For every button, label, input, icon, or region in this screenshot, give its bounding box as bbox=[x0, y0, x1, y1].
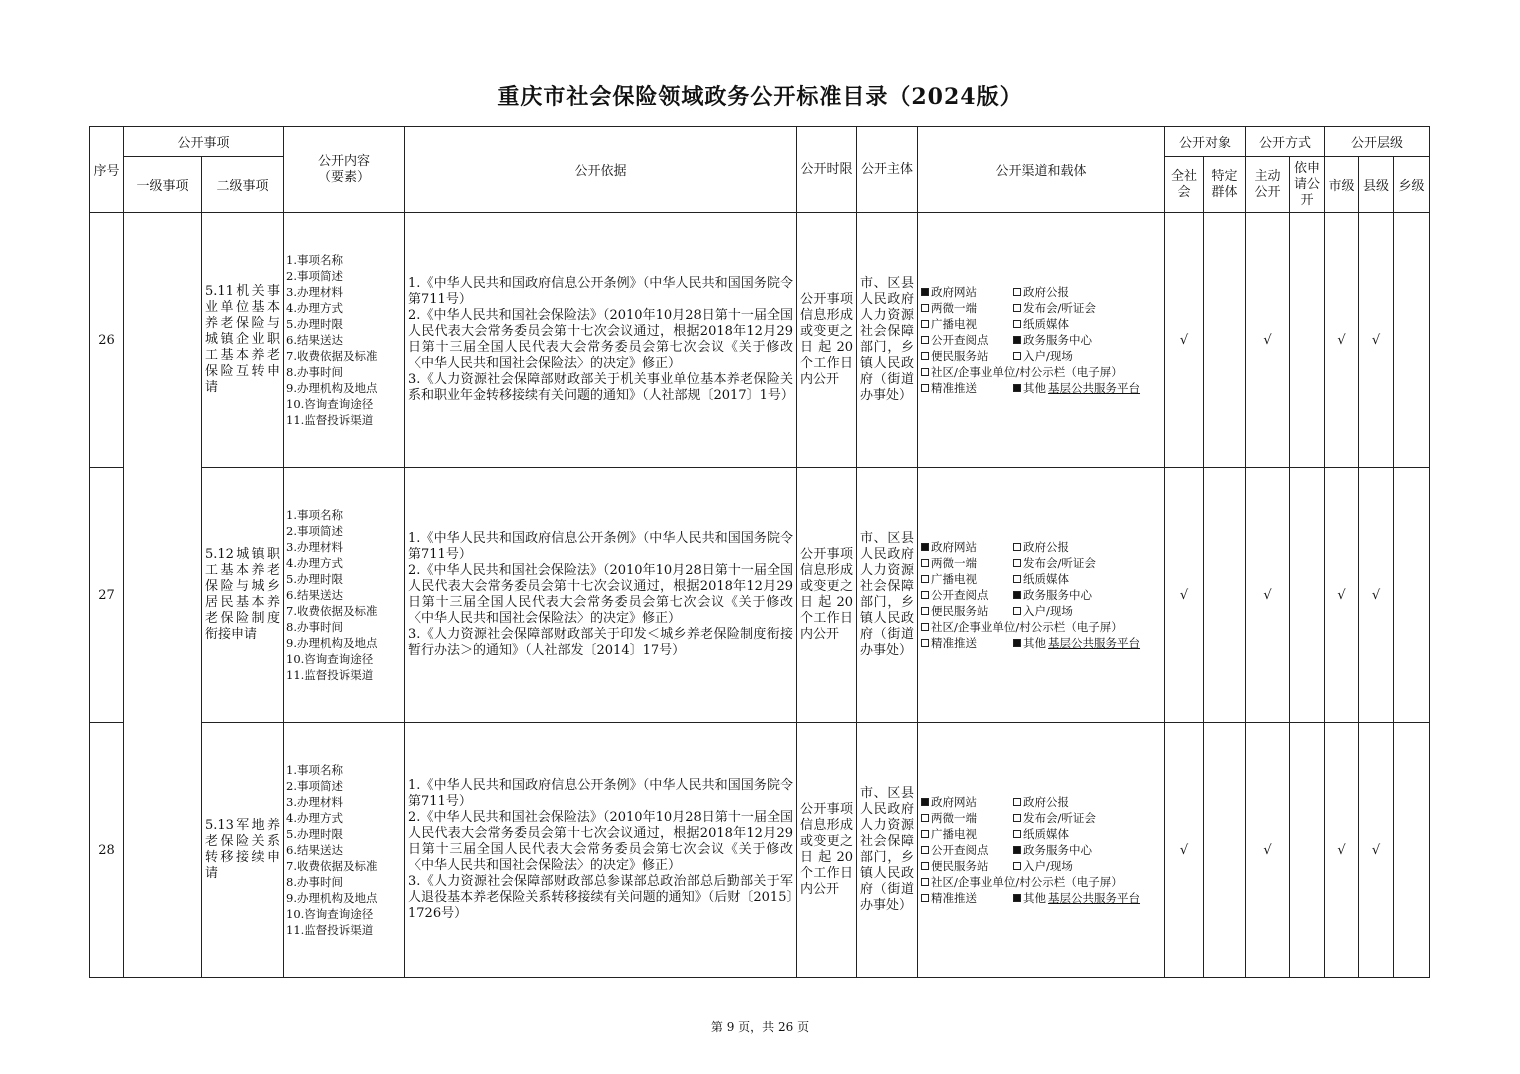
channel-label: 广播电视 bbox=[931, 827, 978, 841]
checked-box-icon bbox=[1013, 846, 1021, 854]
channel-label: 公开查阅点 bbox=[931, 588, 989, 602]
header-target-specific: 特定群体 bbox=[1204, 157, 1246, 213]
unchecked-box-icon bbox=[921, 320, 929, 328]
element-item: 4.办理方式 bbox=[286, 811, 343, 825]
header-level-group: 公开层级 bbox=[1325, 127, 1430, 157]
basis-line: 2.《中华人民共和国社会保险法》（2010年10月28日第十一届全国人民代表大会常务委员会第十七次会议通过，根据2018年12月29日第十三届全国人民代表大会常务委员会第七次会议《关于修改〈中华人民共和国社会保险法〉的决定》修正） bbox=[408, 810, 794, 873]
channel-label: 政务服务中心 bbox=[1023, 333, 1093, 347]
header-level-city: 市级 bbox=[1325, 157, 1359, 213]
channel-label: 政务服务中心 bbox=[1023, 588, 1093, 602]
unchecked-box-icon bbox=[1013, 830, 1021, 838]
check-target-specific bbox=[1204, 213, 1246, 468]
row-time-limit: 公开事项信息形成或变更之日起20个工作日内公开 bbox=[797, 723, 857, 978]
unchecked-box-icon bbox=[921, 304, 929, 312]
unchecked-box-icon bbox=[921, 559, 929, 567]
checked-box-icon bbox=[1013, 639, 1021, 647]
row-subject: 市、区县人民政府人力资源社会保障部门，乡镇人民政府（街道办事处） bbox=[857, 468, 918, 723]
channel-label: 广播电视 bbox=[931, 317, 978, 331]
channel-other-text: 基层公共服务平台 bbox=[1048, 891, 1141, 905]
channel-label: 两微一端 bbox=[931, 301, 978, 315]
channel-line bbox=[921, 332, 1164, 348]
channel-option bbox=[921, 810, 1003, 826]
channel-line bbox=[921, 842, 1164, 858]
header-basis: 公开依据 bbox=[405, 127, 797, 213]
unchecked-box-icon bbox=[921, 894, 929, 902]
header-subject: 公开主体 bbox=[857, 127, 918, 213]
element-item: 10.咨询查询途径 bbox=[286, 652, 374, 666]
element-list bbox=[284, 762, 404, 938]
channel-line bbox=[921, 555, 1164, 571]
channel-option bbox=[921, 555, 1003, 571]
basis-line: 2.《中华人民共和国社会保险法》（2010年10月28日第十一届全国人民代表大会常务委员会第十七次会议通过，根据2018年12月29日第十三届全国人民代表大会常务委员会第七次会议《关于修改〈中华人民共和国社会保险法〉的决定》修正） bbox=[408, 563, 794, 626]
unchecked-box-icon bbox=[921, 878, 929, 886]
row-subject: 市、区县人民政府人力资源社会保障部门，乡镇人民政府（街道办事处） bbox=[857, 213, 918, 468]
unchecked-box-icon bbox=[1013, 320, 1021, 328]
element-item: 5.办理时限 bbox=[286, 827, 343, 841]
basis-line: 1.《中华人民共和国政府信息公开条例》（中华人民共和国国务院令第711号） bbox=[408, 276, 794, 307]
unchecked-box-icon bbox=[921, 368, 929, 376]
row-basis bbox=[405, 723, 797, 978]
check-method-apply bbox=[1290, 213, 1325, 468]
check-level-town bbox=[1394, 468, 1430, 723]
element-item: 3.办理材料 bbox=[286, 540, 343, 554]
check-target-all: √ bbox=[1165, 468, 1204, 723]
element-item: 10.咨询查询途径 bbox=[286, 397, 374, 411]
channel-label: 入户/现场 bbox=[1023, 604, 1073, 618]
checked-box-icon bbox=[1013, 336, 1021, 344]
header-time-limit: 公开时限 bbox=[797, 127, 857, 213]
channel-line bbox=[921, 348, 1164, 364]
check-method-active: √ bbox=[1246, 213, 1290, 468]
channel-option bbox=[1013, 858, 1073, 874]
row-elements bbox=[284, 213, 405, 468]
unchecked-box-icon bbox=[921, 336, 929, 344]
element-item: 11.监督投诉渠道 bbox=[286, 923, 374, 937]
channel-option bbox=[1013, 539, 1069, 555]
check-target-specific bbox=[1204, 723, 1246, 978]
element-item: 5.办理时限 bbox=[286, 572, 343, 586]
channel-option bbox=[921, 316, 1003, 332]
channel-option bbox=[1013, 810, 1096, 826]
element-item: 7.收费依据及标准 bbox=[286, 859, 378, 873]
check-target-specific bbox=[1204, 468, 1246, 723]
header-target-all: 全社会 bbox=[1165, 157, 1204, 213]
channel-line bbox=[921, 890, 1164, 906]
element-item: 7.收费依据及标准 bbox=[286, 604, 378, 618]
channel-label: 精准推送 bbox=[931, 381, 978, 395]
checked-box-icon bbox=[1013, 894, 1021, 902]
channel-label: 政府公报 bbox=[1023, 540, 1070, 554]
channel-option bbox=[1013, 794, 1069, 810]
channel-option bbox=[921, 332, 1003, 348]
row-seq: 28 bbox=[90, 723, 124, 978]
channel-option bbox=[921, 571, 1003, 587]
channel-label: 社区/企事业单位/村公示栏（电子屏） bbox=[931, 365, 1123, 379]
header-method-active: 主动公开 bbox=[1246, 157, 1290, 213]
basis-line: 3.《人力资源社会保障部财政部关于机关事业单位基本养老保险关系和职业年金转移接续有关问题的通知》（人社部规〔2017〕1号） bbox=[408, 372, 794, 403]
unchecked-box-icon bbox=[921, 862, 929, 870]
check-target-all: √ bbox=[1165, 213, 1204, 468]
check-level-county: √ bbox=[1359, 213, 1394, 468]
unchecked-box-icon bbox=[1013, 798, 1021, 806]
element-item: 9.办理机构及地点 bbox=[286, 891, 378, 905]
unchecked-box-icon bbox=[921, 639, 929, 647]
unchecked-box-icon bbox=[1013, 862, 1021, 870]
channel-option bbox=[921, 635, 1003, 651]
unchecked-box-icon bbox=[921, 846, 929, 854]
channel-label: 政府网站 bbox=[931, 285, 978, 299]
element-item: 6.结果送达 bbox=[286, 588, 343, 602]
unchecked-box-icon bbox=[1013, 575, 1021, 583]
check-level-county: √ bbox=[1359, 723, 1394, 978]
element-item: 3.办理材料 bbox=[286, 795, 343, 809]
channel-label: 两微一端 bbox=[931, 556, 978, 570]
channel-line bbox=[921, 603, 1164, 619]
header-level2: 二级事项 bbox=[202, 157, 284, 213]
basis-line: 3.《人力资源社会保障部财政部关于印发＜城乡养老保险制度衔接暂行办法＞的通知》（人社部发〔2014〕17号） bbox=[408, 627, 794, 658]
channel-label: 其他 bbox=[1023, 891, 1047, 905]
channel-option bbox=[921, 826, 1003, 842]
row-channels bbox=[918, 468, 1165, 723]
element-item: 11.监督投诉渠道 bbox=[286, 413, 374, 427]
header-method-apply: 依申请公开 bbox=[1290, 157, 1325, 213]
channel-option bbox=[1013, 284, 1069, 300]
channel-label: 政府公报 bbox=[1023, 795, 1070, 809]
channel-other-text: 基层公共服务平台 bbox=[1048, 636, 1141, 650]
channel-line bbox=[921, 810, 1164, 826]
element-list bbox=[284, 252, 404, 428]
unchecked-box-icon bbox=[1013, 607, 1021, 615]
channel-option bbox=[921, 874, 1123, 890]
checked-box-icon bbox=[1013, 591, 1021, 599]
catalog-table bbox=[89, 126, 1430, 978]
channel-label: 社区/企事业单位/村公示栏（电子屏） bbox=[931, 875, 1123, 889]
channel-option bbox=[1013, 348, 1073, 364]
basis-line: 1.《中华人民共和国政府信息公开条例》（中华人民共和国国务院令第711号） bbox=[408, 531, 794, 562]
channel-option bbox=[921, 603, 1003, 619]
element-item: 3.办理材料 bbox=[286, 285, 343, 299]
header-channels: 公开渠道和载体 bbox=[918, 127, 1165, 213]
element-item: 1.事项名称 bbox=[286, 508, 343, 522]
channel-label: 政府网站 bbox=[931, 540, 978, 554]
element-item: 1.事项名称 bbox=[286, 253, 343, 267]
unchecked-box-icon bbox=[921, 575, 929, 583]
element-item: 8.办事时间 bbox=[286, 365, 343, 379]
channel-label: 政府网站 bbox=[931, 795, 978, 809]
unchecked-box-icon bbox=[921, 830, 929, 838]
channel-label: 便民服务站 bbox=[931, 349, 989, 363]
row-subject: 市、区县人民政府人力资源社会保障部门，乡镇人民政府（街道办事处） bbox=[857, 723, 918, 978]
channel-label: 精准推送 bbox=[931, 891, 978, 905]
channel-line bbox=[921, 364, 1164, 380]
element-item: 8.办事时间 bbox=[286, 875, 343, 889]
channel-option bbox=[1013, 635, 1140, 651]
channel-label: 政府公报 bbox=[1023, 285, 1070, 299]
check-method-active: √ bbox=[1246, 468, 1290, 723]
channel-option bbox=[921, 364, 1123, 380]
channel-other-text: 基层公共服务平台 bbox=[1048, 381, 1141, 395]
channel-line bbox=[921, 858, 1164, 874]
basis-line: 3.《人力资源社会保障部财政部总参谋部总政治部总后勤部关于军人退役基本养老保险关系转移接续有关问题的通知》（后财〔2015〕1726号） bbox=[408, 874, 794, 921]
channel-option bbox=[921, 284, 1003, 300]
unchecked-box-icon bbox=[1013, 543, 1021, 551]
channel-label: 纸质媒体 bbox=[1023, 572, 1070, 586]
channel-option bbox=[921, 587, 1003, 603]
element-item: 11.监督投诉渠道 bbox=[286, 668, 374, 682]
channel-label: 发布会/听证会 bbox=[1023, 301, 1096, 315]
channel-label: 发布会/听证会 bbox=[1023, 556, 1096, 570]
unchecked-box-icon bbox=[921, 623, 929, 631]
header-item-group: 公开事项 bbox=[124, 127, 284, 157]
header-seq: 序号 bbox=[90, 127, 124, 213]
channel-line bbox=[921, 316, 1164, 332]
check-method-apply bbox=[1290, 468, 1325, 723]
table-row bbox=[90, 213, 1430, 468]
channel-label: 入户/现场 bbox=[1023, 349, 1073, 363]
unchecked-box-icon bbox=[921, 352, 929, 360]
unchecked-box-icon bbox=[921, 607, 929, 615]
header-level1: 一级事项 bbox=[124, 157, 202, 213]
channel-label: 其他 bbox=[1023, 381, 1047, 395]
channel-line bbox=[921, 380, 1164, 396]
unchecked-box-icon bbox=[1013, 352, 1021, 360]
channel-option bbox=[1013, 826, 1069, 842]
element-item: 7.收费依据及标准 bbox=[286, 349, 378, 363]
channel-label: 广播电视 bbox=[931, 572, 978, 586]
channel-option bbox=[1013, 300, 1096, 316]
row-channels bbox=[918, 723, 1165, 978]
checked-box-icon bbox=[921, 543, 929, 551]
channel-label: 公开查阅点 bbox=[931, 333, 989, 347]
header-content-line1: 公开内容 bbox=[318, 153, 371, 169]
row-seq: 27 bbox=[90, 468, 124, 723]
check-level-county: √ bbox=[1359, 468, 1394, 723]
row-level1 bbox=[124, 213, 202, 978]
channel-label: 公开查阅点 bbox=[931, 843, 989, 857]
channel-option bbox=[921, 300, 1003, 316]
channel-line bbox=[921, 284, 1164, 300]
channel-line bbox=[921, 300, 1164, 316]
channel-option bbox=[1013, 603, 1073, 619]
check-level-city: √ bbox=[1325, 723, 1359, 978]
unchecked-box-icon bbox=[921, 384, 929, 392]
check-level-city: √ bbox=[1325, 468, 1359, 723]
channel-label: 其他 bbox=[1023, 636, 1047, 650]
channel-line bbox=[921, 619, 1164, 635]
channel-line bbox=[921, 794, 1164, 810]
element-item: 6.结果送达 bbox=[286, 843, 343, 857]
channel-option bbox=[921, 348, 1003, 364]
channel-option bbox=[921, 842, 1003, 858]
unchecked-box-icon bbox=[1013, 288, 1021, 296]
element-item: 10.咨询查询途径 bbox=[286, 907, 374, 921]
row-seq: 26 bbox=[90, 213, 124, 468]
row-time-limit: 公开事项信息形成或变更之日起20个工作日内公开 bbox=[797, 213, 857, 468]
channel-label: 两微一端 bbox=[931, 811, 978, 825]
channel-option bbox=[921, 380, 1003, 396]
channel-option bbox=[1013, 890, 1140, 906]
channel-option bbox=[921, 794, 1003, 810]
element-item: 9.办理机构及地点 bbox=[286, 381, 378, 395]
page-footer: 第 9 页，共 26 页 bbox=[710, 1020, 810, 1034]
check-method-active: √ bbox=[1246, 723, 1290, 978]
check-level-town bbox=[1394, 213, 1430, 468]
channel-option bbox=[1013, 316, 1069, 332]
row-basis bbox=[405, 213, 797, 468]
channel-option bbox=[921, 858, 1003, 874]
row-level2: 5.11机关事业单位基本养老保险与城镇企业职工基本养老保险互转申请 bbox=[202, 213, 284, 468]
channel-label: 精准推送 bbox=[931, 636, 978, 650]
header-content-line2: （要素） bbox=[318, 169, 371, 185]
element-item: 9.办理机构及地点 bbox=[286, 636, 378, 650]
channel-option bbox=[1013, 380, 1140, 396]
channel-line bbox=[921, 539, 1164, 555]
channel-option bbox=[921, 539, 1003, 555]
element-item: 1.事项名称 bbox=[286, 763, 343, 777]
channel-line bbox=[921, 571, 1164, 587]
element-item: 2.事项简述 bbox=[286, 524, 343, 538]
channel-option bbox=[921, 619, 1123, 635]
unchecked-box-icon bbox=[1013, 559, 1021, 567]
check-level-city: √ bbox=[1325, 213, 1359, 468]
channel-label: 社区/企事业单位/村公示栏（电子屏） bbox=[931, 620, 1123, 634]
channel-option bbox=[1013, 571, 1069, 587]
channel-line bbox=[921, 874, 1164, 890]
element-item: 6.结果送达 bbox=[286, 333, 343, 347]
row-elements bbox=[284, 468, 405, 723]
channel-label: 纸质媒体 bbox=[1023, 317, 1070, 331]
header-target-group: 公开对象 bbox=[1165, 127, 1246, 157]
table-row bbox=[90, 468, 1430, 723]
unchecked-box-icon bbox=[921, 814, 929, 822]
table-row bbox=[90, 723, 1430, 978]
channel-line bbox=[921, 826, 1164, 842]
header-level-town: 乡级 bbox=[1394, 157, 1430, 213]
channel-label: 便民服务站 bbox=[931, 859, 989, 873]
element-list bbox=[284, 507, 404, 683]
checked-box-icon bbox=[921, 798, 929, 806]
unchecked-box-icon bbox=[1013, 304, 1021, 312]
unchecked-box-icon bbox=[1013, 814, 1021, 822]
channel-option bbox=[1013, 587, 1092, 603]
header-content bbox=[284, 127, 405, 213]
header-method-group: 公开方式 bbox=[1246, 127, 1325, 157]
channel-option bbox=[1013, 555, 1096, 571]
element-item: 4.办理方式 bbox=[286, 556, 343, 570]
page-title: 重庆市社会保险领域政务公开标准目录（2024版） bbox=[497, 84, 1023, 110]
basis-line: 2.《中华人民共和国社会保险法》（2010年10月28日第十一届全国人民代表大会常务委员会第十七次会议通过，根据2018年12月29日第十三届全国人民代表大会常务委员会第七次会议《关于修改〈中华人民共和国社会保险法〉的决定》修正） bbox=[408, 308, 794, 371]
element-item: 4.办理方式 bbox=[286, 301, 343, 315]
checked-box-icon bbox=[921, 288, 929, 296]
element-item: 2.事项简述 bbox=[286, 269, 343, 283]
channel-option bbox=[921, 890, 1003, 906]
element-item: 2.事项简述 bbox=[286, 779, 343, 793]
channel-line bbox=[921, 635, 1164, 651]
element-item: 8.办事时间 bbox=[286, 620, 343, 634]
channel-label: 入户/现场 bbox=[1023, 859, 1073, 873]
row-elements bbox=[284, 723, 405, 978]
check-target-all: √ bbox=[1165, 723, 1204, 978]
row-time-limit: 公开事项信息形成或变更之日起20个工作日内公开 bbox=[797, 468, 857, 723]
header-level-county: 县级 bbox=[1359, 157, 1394, 213]
element-item: 5.办理时限 bbox=[286, 317, 343, 331]
channel-label: 政务服务中心 bbox=[1023, 843, 1093, 857]
channel-line bbox=[921, 587, 1164, 603]
channel-label: 发布会/听证会 bbox=[1023, 811, 1096, 825]
basis-line: 1.《中华人民共和国政府信息公开条例》（中华人民共和国国务院令第711号） bbox=[408, 778, 794, 809]
check-level-town bbox=[1394, 723, 1430, 978]
channel-label: 便民服务站 bbox=[931, 604, 989, 618]
row-level2: 5.13军地养老保险关系转移接续申请 bbox=[202, 723, 284, 978]
channel-label: 纸质媒体 bbox=[1023, 827, 1070, 841]
unchecked-box-icon bbox=[921, 591, 929, 599]
channel-option bbox=[1013, 842, 1092, 858]
channel-option bbox=[1013, 332, 1092, 348]
row-level2: 5.12城镇职工基本养老保险与城乡居民基本养老保险制度衔接申请 bbox=[202, 468, 284, 723]
check-method-apply bbox=[1290, 723, 1325, 978]
checked-box-icon bbox=[1013, 384, 1021, 392]
row-basis bbox=[405, 468, 797, 723]
row-channels bbox=[918, 213, 1165, 468]
